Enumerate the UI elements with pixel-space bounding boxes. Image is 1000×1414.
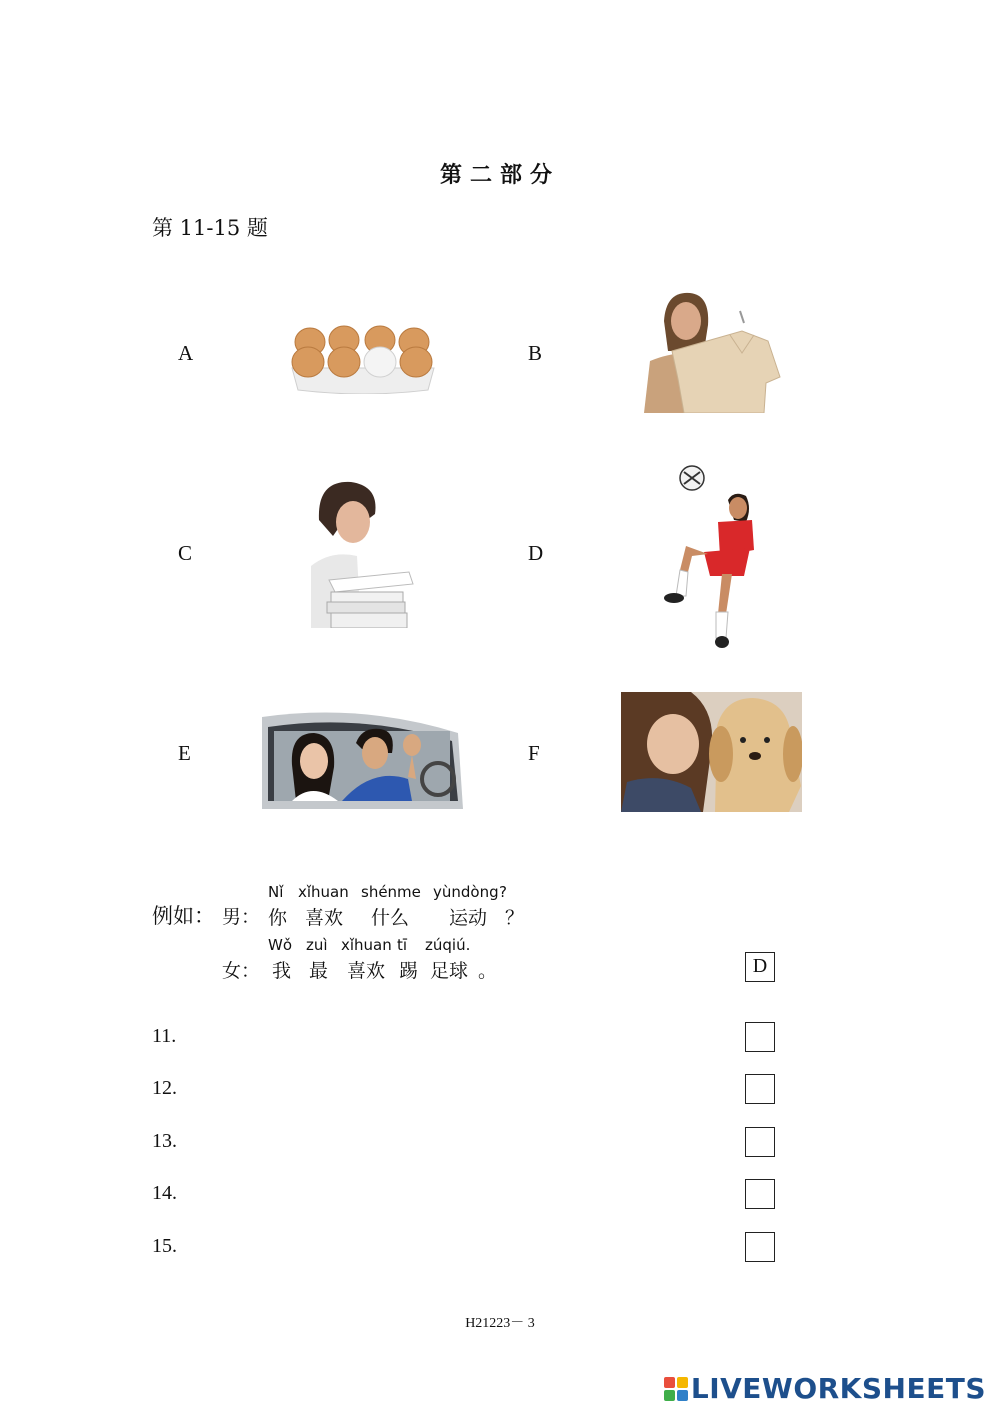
pinyin-ti: tī (397, 936, 408, 954)
couple-in-car-image (262, 709, 463, 809)
hanzi-yundong: 运动 (449, 907, 488, 929)
answer-box-13[interactable] (745, 1127, 775, 1157)
option-letter-d: D (528, 541, 544, 565)
pinyin-zui: zuì (306, 936, 328, 954)
liveworksheets-logo-icon (664, 1377, 688, 1401)
answer-box-11[interactable] (745, 1022, 775, 1052)
hanzi-zuqiu: 足球 (430, 960, 469, 982)
option-letter-f: F (528, 741, 540, 765)
question-number-13: 13. (152, 1130, 177, 1152)
woman-reading-books-image (311, 480, 414, 628)
brand-name: LIVEWORKSHEETS (690, 1372, 986, 1405)
option-letter-e: E (178, 741, 191, 765)
example-speaker-female: 女： (222, 960, 261, 982)
hanzi-shenme: 什么 (371, 907, 410, 929)
question-range: 第 11-15 题 (152, 216, 268, 240)
example-speaker-male: 男： (222, 906, 261, 928)
hanzi-period: 。 (478, 960, 498, 982)
eggs-carton-image (288, 318, 438, 394)
question-number-14: 14. (152, 1182, 177, 1204)
option-letter-b: B (528, 341, 543, 365)
section-title: 第二部分 (439, 162, 560, 188)
hanzi-xihuan: 喜欢 (305, 907, 344, 929)
example-answer-box: D (745, 952, 775, 982)
logo-square-yellow (677, 1377, 688, 1388)
hanzi-xihuan-2: 喜欢 (347, 960, 386, 982)
pinyin-wo: Wǒ (268, 936, 293, 954)
woman-holding-shirt-image (644, 291, 782, 413)
girl-playing-football-image (660, 464, 760, 650)
logo-square-blue (677, 1390, 688, 1401)
logo-square-red (664, 1377, 675, 1388)
pinyin-question: ? (499, 883, 507, 901)
example-label: 例如： (152, 904, 215, 928)
pinyin-yundong: yùndòng (433, 883, 499, 901)
option-letter-a: A (178, 341, 194, 365)
pinyin-shenme: shénme (361, 883, 421, 901)
answer-box-15[interactable] (745, 1232, 775, 1262)
hanzi-zui: 最 (309, 960, 329, 982)
pinyin-xihuan-2: xǐhuan (341, 936, 392, 954)
woman-with-puppy-image (621, 692, 802, 812)
answer-box-14[interactable] (745, 1179, 775, 1209)
question-number-11: 11. (152, 1025, 177, 1047)
hanzi-wo: 我 (272, 960, 292, 982)
liveworksheets-brand (664, 1372, 986, 1405)
question-number-15: 15. (152, 1235, 177, 1257)
hanzi-question: ？ (505, 907, 525, 929)
hanzi-ni: 你 (268, 907, 288, 929)
page-footer-code: H21223－ 3 (465, 1316, 535, 1331)
answer-box-12[interactable] (745, 1074, 775, 1104)
pinyin-zuqiu: zúqiú. (425, 936, 471, 954)
pinyin-xihuan: xǐhuan (298, 883, 349, 901)
pinyin-ni: Nǐ (268, 883, 284, 901)
logo-square-green (664, 1390, 675, 1401)
option-letter-c: C (178, 541, 193, 565)
question-number-12: 12. (152, 1077, 177, 1099)
hanzi-ti: 踢 (399, 960, 419, 982)
